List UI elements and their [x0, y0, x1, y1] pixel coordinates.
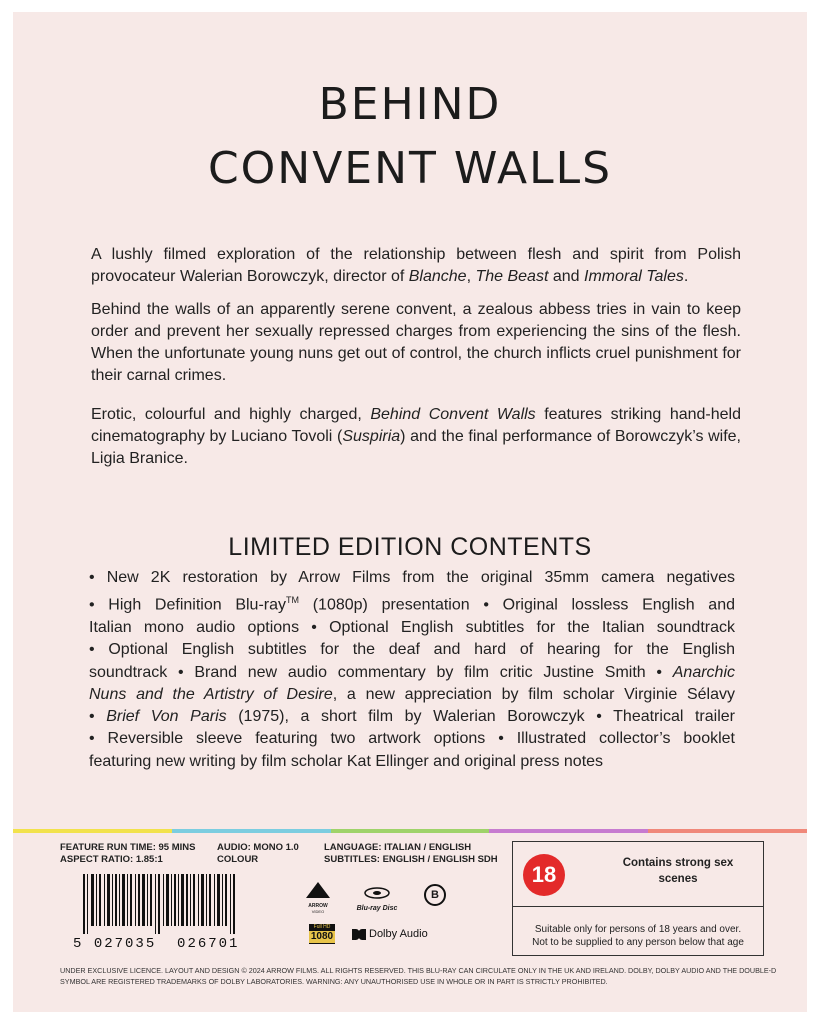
contents-line: Nuns and the Artistry of Desire, a new appreciation by film scholar Virginie Sélavy: [89, 685, 735, 703]
contents-line: • New 2K restoration by Arrow Films from the original 35mm camera negatives: [89, 569, 735, 586]
arrow-video-logo: ARROW VIDEO: [306, 882, 330, 912]
contents-line: • High Definition Blu-ray™ (1080p) presentation • Original lossless English and: [89, 595, 735, 614]
title-line-1: BEHIND: [318, 79, 502, 130]
aspect-spec: ASPECT RATIO: 1.85:1: [60, 854, 163, 865]
title-line-2: CONVENT WALLS: [207, 143, 613, 194]
barcode-icon: [83, 874, 235, 934]
rating-note-1: Suitable only for persons of 18 years and over.: [534, 924, 742, 935]
contents-line: featuring new writing by film scholar Kat Ellinger and original press notes: [89, 752, 604, 770]
synopsis-paragraph-1: A lushly filmed exploration of the relationship between flesh and spirit from Polish provocateur Walerian Borowczyk, director of Blanche, The Beast and Immoral Tales.: [91, 246, 741, 285]
contents-line: • Optional English subtitles for the deaf and hard of hearing for the English: [89, 641, 735, 659]
contents-line: Italian mono audio options • Optional English subtitles for the Italian soundtrack: [89, 618, 735, 636]
synopsis-paragraph-3: Erotic, colourful and highly charged, Behind Convent Walls features striking hand-held cinematography by Luciano Tovoli (Suspiria) and the final performance of Borowczyk’s wife, Ligia Branice.: [91, 406, 742, 467]
barcode-number: 5 027035 026701: [73, 936, 240, 952]
bbfc-rating-box: [512, 841, 764, 956]
synopsis-paragraph-2: Behind the walls of an apparently serene convent, a zealous abbess tries in vain to keep order and prevent her sexually repressed charges from experiencing the sins of the flesh. When the unfortunate young nuns get out of control, the church inflicts cruel punishment for their carnal crimes.: [91, 301, 741, 384]
language-spec: LANGUAGE: ITALIAN / ENGLISH: [324, 842, 472, 853]
dolby-audio-logo: Dolby Audio: [352, 927, 428, 941]
region-b-icon: B: [424, 884, 446, 906]
rating-divider: [513, 906, 763, 907]
legal-notice: UNDER EXCLUSIVE LICENCE. LAYOUT AND DESIGN © 2024 ARROW FILMS. ALL RIGHTS RESERVED. THIS BLU-RAY CAN CIRCULATE ONLY IN THE UK AND IRELAND. DOLBY, DOLBY AUDIO AND THE DOUBLE-D SYMBOL ARE REGISTERED TRADEMARKS OF DOLBY LABORATORIES. WARNING: ANY UNAUTHORISED USE IN WHOLE OR IN PART IS STRICTLY PROHIBITED.: [60, 966, 777, 986]
contents-line: • Brief Von Paris (1975), a short film by Walerian Borowczyk • Theatrical trailer: [89, 708, 735, 726]
full-hd-1080-logo: Full HD 1080: [310, 924, 334, 942]
colour-spec: COLOUR: [217, 854, 259, 865]
rating-warning: Contains strong sex scenes: [622, 857, 734, 885]
bluray-logo: Blu-ray Disc: [353, 886, 401, 912]
rating-note-2: Not to be supplied to any person below that age: [532, 937, 744, 948]
subtitles-spec: SUBTITLES: ENGLISH / ENGLISH SDH: [324, 854, 498, 865]
audio-spec: AUDIO: MONO 1.0: [217, 842, 299, 853]
contents-list: [89, 567, 735, 773]
back-cover: [13, 12, 807, 1012]
dolby-double-d-icon: [352, 929, 366, 940]
color-stripe: [13, 829, 807, 833]
contents-heading: LIMITED EDITION CONTENTS: [228, 533, 592, 561]
contents-line: soundtrack • Brand new audio commentary by film critic Justine Smith • Anarchic: [89, 663, 735, 681]
rating-18-badge: 18: [523, 854, 565, 896]
arrow-icon: [306, 882, 330, 898]
bluray-disc-icon: [364, 887, 390, 899]
runtime-spec: FEATURE RUN TIME: 95 MINS: [60, 842, 196, 853]
contents-line: • Reversible sleeve featuring two artwork options • Illustrated collector’s booklet: [89, 730, 735, 748]
